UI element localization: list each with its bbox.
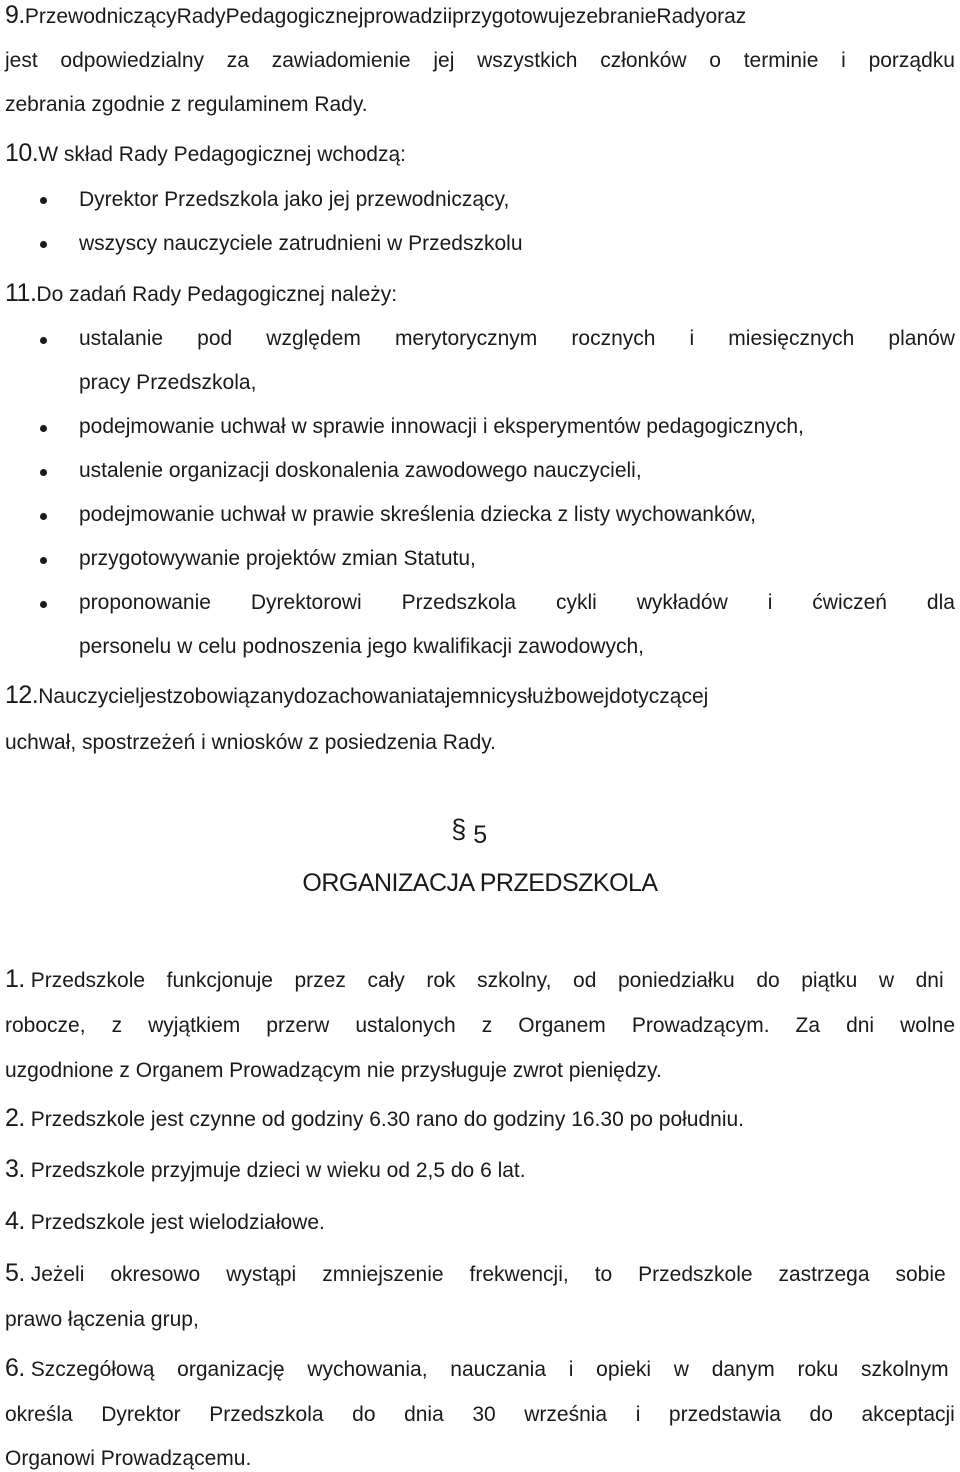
p12-line-1: 12. Nauczyciel jest zobowiązany do zachowania tajemnicy służbowej dotyczącej	[5, 681, 709, 709]
p9-text-line-3: zebrania zgodnie z regulaminem Rady.	[5, 93, 368, 116]
p11-list-item	[79, 326, 955, 352]
s5-p6-text-line-1: Szczegółową organizację wychowania, nauczania i opieki w danym roku szkolnym	[30, 1358, 949, 1381]
bullet-icon	[40, 337, 47, 344]
bullet-icon	[40, 601, 47, 608]
p9-line-2	[5, 48, 955, 74]
p10-item-1: Dyrektor Przedszkola jako jej przewodniczący,	[79, 188, 510, 211]
p11-list-item	[79, 458, 642, 484]
s5-p4-number: 4.	[5, 1207, 25, 1235]
s5-p1-line-2	[5, 1013, 955, 1039]
s5-p1-text-line-3: uzgodnione z Organem Prowadzącym nie przysługuje zwrot pieniędzy.	[5, 1059, 662, 1082]
s5-p2-number: 2.	[5, 1104, 25, 1132]
s5-p6-text-line-3: Organowi Prowadzącemu.	[5, 1447, 252, 1470]
bullet-icon	[40, 557, 47, 564]
s5-p5-text-line-2: prawo łączenia grup,	[5, 1308, 199, 1331]
p11-list-item	[79, 590, 955, 616]
s5-p3-text: Przedszkole przyjmuje dzieci w wieku od 2,5 do 6 lat.	[30, 1159, 526, 1182]
p11-text: Do zadań Rady Pedagogicznej należy:	[36, 283, 398, 306]
p11-item-1-line-2: pracy Przedszkola,	[79, 371, 257, 394]
s5-p5-number: 5.	[5, 1259, 25, 1287]
s5-p1-text-line-2: robocze, z wyjątkiem przerw ustalonych z Organem Prowadzącym. Za dni wolne	[5, 1014, 955, 1037]
p11-item-1-line-1: ustalanie pod względem merytorycznym rocznych i miesięcznych planów	[79, 327, 955, 350]
s5-p2-text: Przedszkole jest czynne od godziny 6.30 rano do godziny 16.30 po południu.	[30, 1108, 745, 1131]
p10-list-item	[79, 187, 509, 213]
s5-p4	[5, 1208, 325, 1236]
p11-list-item	[79, 502, 756, 528]
p11-item-6-line-1: proponowanie Dyrektorowi Przedszkola cykli wykładów i ćwiczeń dla	[79, 591, 955, 614]
s5-p6-line-3	[5, 1446, 251, 1472]
s5-p4-text: Przedszkole jest wielodziałowe.	[30, 1211, 325, 1234]
s5-p6-number: 6.	[5, 1354, 25, 1382]
s5-p5-text-line-1: Jeżeli okresowo wystąpi zmniejszenie frekwencji, to Przedszkole zastrzega sobie	[30, 1263, 946, 1286]
s5-p1-text-line-1: Przedszkole funkcjonuje przez cały rok szkolny, od poniedziałku do piątku w dni	[30, 969, 944, 992]
p12-line-2	[5, 730, 496, 756]
p9-line-1: 9. Przewodniczący Rady Pedagogicznej prowadzi i przygotowuje zebranie Rady oraz	[5, 1, 747, 29]
s5-p3-number: 3.	[5, 1155, 25, 1183]
section-number	[0, 814, 960, 850]
bullet-icon	[40, 197, 47, 204]
s5-p6-line-2	[5, 1402, 955, 1428]
p11-number: 11.	[5, 279, 37, 307]
s5-p1-line-3	[5, 1058, 662, 1084]
section-title-text: ORGANIZACJA PRZEDSZKOLA	[302, 869, 658, 897]
p10-list-item	[79, 231, 523, 257]
p11-list-item-cont	[79, 634, 644, 660]
p10-heading	[5, 140, 406, 168]
bullet-icon	[40, 469, 47, 476]
p12-text-line-2: uchwał, spostrzeżeń i wniosków z posiedzenia Rady.	[5, 731, 497, 754]
p10-text: W skład Rady Pedagogicznej wchodzą:	[38, 143, 406, 166]
p11-item-6-line-2: personelu w celu podnoszenia jego kwalifikacji zawodowych,	[79, 635, 644, 658]
s5-p6-text-line-2: określa Dyrektor Przedszkola do dnia 30 września i przedstawia do akceptacji	[5, 1403, 955, 1426]
s5-p3	[5, 1156, 526, 1184]
p11-item-4: podejmowanie uchwał w prawie skreślenia dziecka z listy wychowanków,	[79, 503, 756, 526]
p11-list-item	[79, 414, 804, 440]
s5-p5-line-1	[5, 1260, 955, 1288]
s5-p2	[5, 1105, 744, 1133]
s5-p1-number: 1.	[5, 965, 25, 993]
section-mark: §	[451, 814, 466, 844]
p9-number: 9.	[5, 1, 25, 29]
bullet-icon	[40, 513, 47, 520]
p9-line-3	[5, 92, 368, 118]
p11-item-2: podejmowanie uchwał w sprawie innowacji i eksperymentów pedagogicznych,	[79, 415, 804, 438]
p11-item-3: ustalenie organizacji doskonalenia zawodowego nauczycieli,	[79, 459, 642, 482]
section-title	[0, 868, 960, 898]
bullet-icon	[40, 425, 47, 432]
p10-number: 10.	[5, 139, 39, 167]
section-number-value: 5	[473, 821, 487, 849]
p11-item-5: przygotowywanie projektów zmian Statutu,	[79, 547, 476, 570]
p9-text-line-2: jest odpowiedzialny za zawiadomienie jej wszystkich członków o terminie i porządku	[5, 49, 955, 72]
p11-list-item	[79, 546, 476, 572]
bullet-icon	[40, 241, 47, 248]
p11-heading	[5, 280, 397, 308]
p10-item-2: wszyscy nauczyciele zatrudnieni w Przedszkolu	[79, 232, 523, 255]
s5-p5-line-2	[5, 1307, 199, 1333]
s5-p1-line-1	[5, 966, 955, 994]
s5-p6-line-1	[5, 1355, 955, 1383]
p12-number: 12.	[5, 681, 39, 709]
p11-list-item-cont	[79, 370, 256, 396]
